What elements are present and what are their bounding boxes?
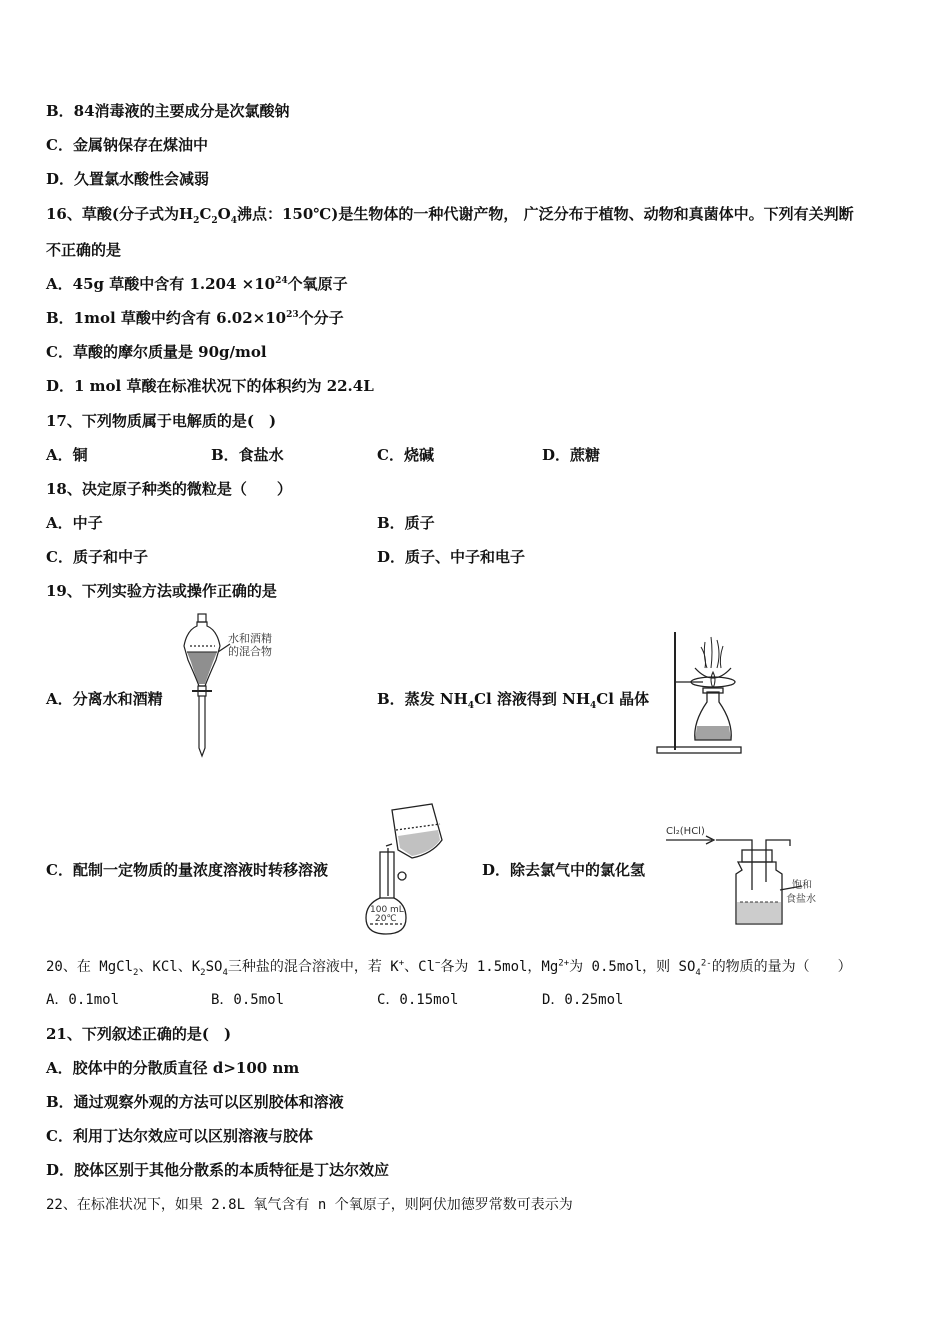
q18-stem: 18、决定原子种类的微粒是（ ） xyxy=(46,480,292,498)
formula-sub: 2 xyxy=(200,967,206,978)
fig-a-label-1: 水和酒精 xyxy=(228,632,272,645)
charge-sup: 2+ xyxy=(558,958,570,969)
exponent: 23 xyxy=(286,310,299,320)
q20-text: 、KCl、K xyxy=(138,959,201,975)
q19-b-text-end: Cl 晶体 xyxy=(596,690,650,708)
volumetric-flask-figure xyxy=(362,800,452,940)
q20-text: 的物质的量为（ ） xyxy=(711,959,852,975)
charge-sup: + xyxy=(398,958,405,969)
formula-sub: 4 xyxy=(467,701,475,711)
formula-c: C xyxy=(199,205,212,223)
q20-text: SO xyxy=(205,959,223,975)
formula-o: O xyxy=(217,205,231,223)
formula-sub: 4 xyxy=(590,701,597,711)
q17-option-d: D．蔗糖 xyxy=(542,446,601,464)
formula-sub: 2 xyxy=(211,216,218,226)
fig-d-label-2: 食盐水 xyxy=(786,894,816,905)
q16-stem-start: 16、草酸(分子式为 xyxy=(46,205,179,223)
fig-c-label-2: 20℃ xyxy=(375,914,397,924)
fig-d-label-1: 饱和 xyxy=(792,880,812,891)
q20-option-c: C．0.15mol xyxy=(377,992,459,1008)
fig-c-label-1: 100 mL xyxy=(370,905,404,915)
q15-option-c: C．金属钠保存在煤油中 xyxy=(46,136,208,154)
q19-stem: 19、下列实验方法或操作正确的是 xyxy=(46,582,277,600)
q16-a-text-end: 个氧原子 xyxy=(287,275,348,293)
q16-option-a xyxy=(46,274,348,294)
formula-sub: 4 xyxy=(695,967,701,978)
q21-option-a: A．胶体中的分散质直径 d>100 nm xyxy=(46,1059,300,1077)
q17-option-a: A．铜 xyxy=(46,446,88,464)
exponent: 24 xyxy=(275,276,288,286)
q16-option-d: D．1 mol 草酸在标准状况下的体积约为 22.4L xyxy=(46,377,374,395)
q21-option-c: C．利用丁达尔效应可以区别溶液与胶体 xyxy=(46,1127,313,1145)
q20-text: 三种盐的混合溶液中，若 K xyxy=(227,959,399,975)
q16-option-c: C．草酸的摩尔质量是 90g/mol xyxy=(46,343,267,361)
q20-text: 为 0.5mol，则 SO xyxy=(569,959,696,975)
q16-option-b xyxy=(46,308,344,328)
gas-washing-figure xyxy=(662,820,842,932)
q16-stem-cont: 不正确的是 xyxy=(46,241,122,259)
fig-d-gas-label: Cl₂(HCl) xyxy=(666,826,705,837)
formula-sub: 4 xyxy=(222,967,228,978)
fig-a-label-2: 的混合物 xyxy=(228,645,272,658)
q16-stem xyxy=(46,204,854,224)
formula-h: H xyxy=(178,205,194,223)
q19-option-c: C．配制一定物质的量浓度溶液时转移溶液 xyxy=(46,861,328,879)
q19-option-a: A．分离水和酒精 xyxy=(46,690,163,708)
q17-option-c: C．烧碱 xyxy=(377,446,434,464)
formula-sub: 4 xyxy=(230,216,237,226)
q20-option-d: D．0.25mol xyxy=(542,992,624,1008)
q21-stem: 21、下列叙述正确的是( ) xyxy=(46,1025,232,1043)
q16-b-text: B．1mol 草酸中约含有 6.02×10 xyxy=(46,309,287,327)
q21-option-b: B．通过观察外观的方法可以区别胶体和溶液 xyxy=(46,1093,344,1111)
formula-sub: 2 xyxy=(193,216,200,226)
q15-option-b: B．84消毒液的主要成分是次氯酸钠 xyxy=(46,102,290,120)
q18-option-a: A．中子 xyxy=(46,514,103,532)
evaporation-figure xyxy=(655,622,745,758)
q20-text: 各为 1.5mol，Mg xyxy=(440,959,559,975)
q22-stem: 22、在标准状况下，如果 2.8L 氧气含有 n 个氧原子，则阿伏加德罗常数可表示为 xyxy=(46,1197,573,1213)
q17-option-b: B．食盐水 xyxy=(211,446,284,464)
q20-stem xyxy=(46,957,852,977)
q18-option-c: C．质子和中子 xyxy=(46,548,148,566)
q20-option-b: B．0.5mol xyxy=(211,992,285,1008)
q18-option-d: D．质子、中子和电子 xyxy=(377,548,526,566)
q16-stem-rest: 沸点：150℃)是生物体的一种代谢产物， 广泛分布于植物、动物和真菌体中。下列有关判断 xyxy=(237,205,854,223)
q19-b-text-mid: Cl 溶液得到 NH xyxy=(474,690,591,708)
q18-option-b: B．质子 xyxy=(377,514,435,532)
q19-option-b xyxy=(377,689,649,709)
formula-sub: 2 xyxy=(133,967,139,978)
q16-a-text: A．45g 草酸中含有 1.204 ×10 xyxy=(46,275,276,293)
q20-text: 、Cl xyxy=(404,959,435,975)
q19-option-d: D．除去氯气中的氯化氢 xyxy=(482,861,646,879)
q20-text: 20、在 MgCl xyxy=(46,959,134,975)
q15-option-d: D．久置氯水酸性会减弱 xyxy=(46,170,210,188)
charge-sup: − xyxy=(435,958,441,969)
q16-b-text-end: 个分子 xyxy=(298,309,344,327)
q19-b-text: B．蒸发 NH xyxy=(377,690,468,708)
q17-stem: 17、下列物质属于电解质的是( ) xyxy=(46,412,277,430)
charge-sup: 2- xyxy=(700,958,712,969)
separatory-funnel-figure xyxy=(180,612,290,760)
q21-option-d: D．胶体区别于其他分散系的本质特征是丁达尔效应 xyxy=(46,1161,390,1179)
q20-option-a: A．0.1mol xyxy=(46,992,120,1008)
